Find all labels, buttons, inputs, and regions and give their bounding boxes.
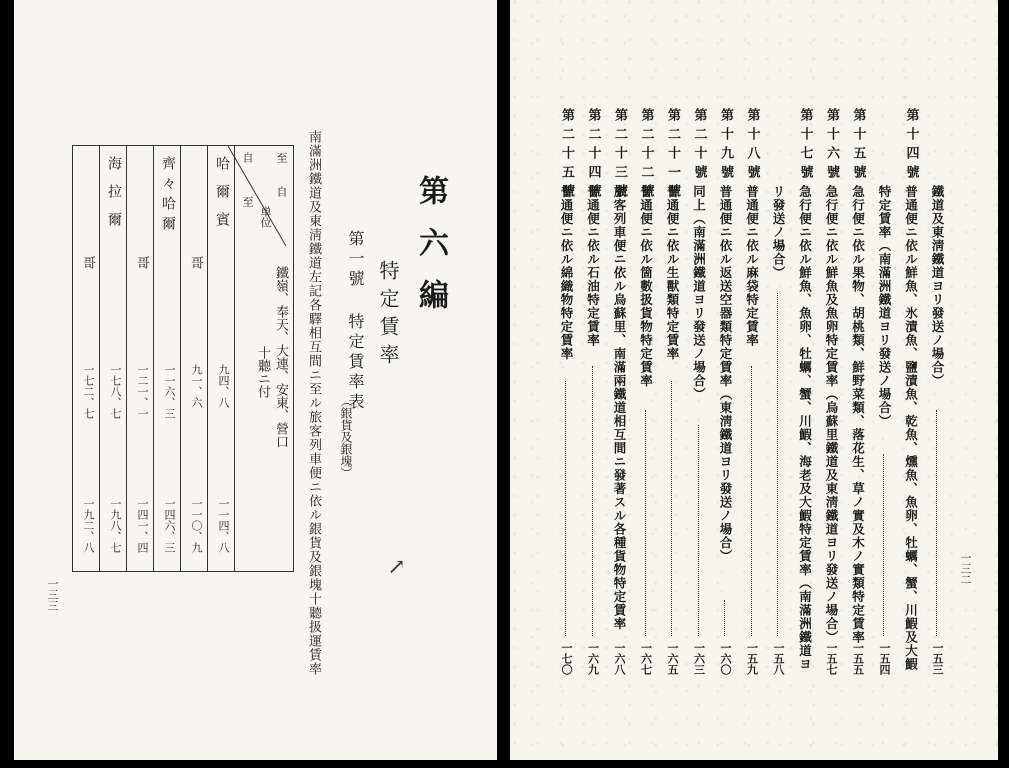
table-cell: 一七二、七 — [82, 364, 95, 419]
table-cell: 九四、八 — [217, 364, 230, 408]
toc-page-number: 一五九 — [745, 642, 759, 675]
toc-entry-text: 普通便ニ依ル綿織物特定賃率 — [559, 185, 574, 361]
subtitle-paren: （銀貨及銀塊） — [339, 395, 353, 479]
table-cell: 一一四、八 — [217, 498, 230, 553]
toc-entry-number: 第二十三號 — [612, 108, 627, 203]
table-cell: 一二一、一 — [136, 364, 149, 419]
col-tsitsihar-1 — [154, 146, 181, 572]
toc-entry-number: 第二十號 — [691, 108, 707, 184]
toc-entry-number: 第十四號 — [903, 108, 919, 184]
toc-leader-dots — [724, 600, 725, 636]
toc-leader-dots — [565, 381, 566, 636]
toc-leader-dots — [671, 381, 672, 636]
toc-entry-text: リ發送ノ場合） — [771, 185, 786, 280]
toc-entry-text: 普通便ニ依ル石油特定賃率 — [585, 185, 601, 347]
header-diagonal — [228, 146, 286, 246]
page-number-right: 一三二 — [959, 552, 972, 585]
toc-entry-number: 第十六號 — [824, 108, 839, 184]
table-cell: 一九八、七 — [109, 498, 122, 553]
toc-entry-text: 旅客列車便ニ依ル烏蘇里、南滿兩鐵道相互間ニ發著スル各種貨物特定賃率 — [612, 185, 627, 631]
toc-entry-text: 普通便ニ依ル返送空器類特定賃率（東淸鐵道ヨリ發送ノ場合） — [718, 185, 733, 563]
toc-entry-number: 第二十二號 — [638, 108, 654, 203]
table-cell: 九一、六 — [190, 364, 203, 408]
col-hailar-2 — [73, 146, 100, 572]
toc-entry-number: 第十七號 — [797, 108, 813, 184]
table-cell: 一七八、七 — [109, 364, 122, 419]
toc-entry-text: 急行便ニ依ル鮮魚及魚卵特定賃率（烏蘇里鐵道及東淸鐵道ヨリ發送ノ場合） — [824, 185, 839, 644]
toc-entry-text: 急行便ニ依ル鮮魚、魚卵、牡蠣、蟹、川鰕、海老及大鰕特定賃率（南滿洲鐵道ヨ — [797, 185, 813, 671]
toc-leader-dots — [645, 410, 646, 636]
table-cell: 一四一、四 — [136, 498, 149, 553]
toc-entry-number: 第二十五號 — [559, 108, 574, 203]
table-cell: 一一六、三 — [163, 364, 176, 419]
table-cell: 一九二、八 — [82, 498, 95, 553]
header-to2: 至 — [275, 152, 288, 163]
toc-entry-number: 第十八號 — [744, 108, 760, 184]
header-to: 至 — [241, 196, 254, 207]
toc-entry-text: 同上（南滿洲鐵道ヨリ發送ノ場合） — [691, 185, 707, 401]
right-page — [510, 0, 998, 760]
col-hailar-1 — [100, 146, 127, 572]
unit-label: 哥 — [134, 256, 149, 269]
toc-entry-number: 第二十四號 — [585, 108, 601, 203]
toc-page-number: 一七〇 — [560, 642, 573, 675]
table-cell: 一四六、三 — [163, 498, 176, 553]
intro-text: 南滿洲鐵道及東淸鐵道左記各驛相互間ニ至ル旅客列車便ニ依ル銀貨及銀塊十聽扱運賃率 — [306, 130, 321, 676]
toc-entry-number: 第十九號 — [718, 108, 733, 184]
toc-page-number: 一六七 — [639, 642, 653, 675]
toc-page-number: 一五五 — [851, 642, 865, 675]
col-harbin-2 — [181, 146, 208, 572]
toc-entry-text: 普通便ニ依ル麻袋特定賃率 — [744, 185, 760, 347]
toc-page-number: 一六八 — [613, 642, 626, 675]
toc-page-number: 一六九 — [586, 642, 600, 675]
pencil-mark: ↗ — [384, 555, 409, 580]
part-title: 第六編 — [413, 175, 448, 331]
toc-leader-dots — [751, 366, 752, 636]
toc-entry-number: 第二十一號 — [665, 108, 680, 203]
toc-entry-text: 普通便ニ依ル鮮魚、氷漬魚、鹽漬魚、乾魚、燻魚、魚卵、牡蠣、蟹、川鰕及大鰕 — [903, 185, 919, 671]
station-label: 海拉爾 — [106, 156, 122, 240]
header-from: 自 — [241, 152, 254, 163]
toc-entry-text: 鐵道及東淸鐵道ヨリ發送ノ場合） — [930, 185, 945, 388]
unit-label: 哥 — [188, 256, 203, 269]
toc-leader-dots — [592, 366, 593, 636]
toc-page-number: 一五四 — [878, 642, 891, 675]
unit-label: 哥 — [80, 256, 95, 269]
toc-entry-text: 普通便ニ依ル生獸類特定賃率 — [665, 185, 680, 361]
chapter-title: 特定賃率 — [376, 260, 400, 372]
toc-entry-text: 普通便ニ依ル箇數扱貨物特定賃率 — [638, 185, 654, 388]
subtitle: 第一號 特定賃率表 — [346, 230, 365, 413]
toc-leader-dots — [777, 293, 778, 636]
header-unit: 単位 — [259, 206, 272, 228]
toc-page-number: 一六三 — [692, 642, 706, 675]
toc-leader-dots — [698, 425, 699, 636]
toc-entry-number: 第十五號 — [850, 108, 866, 184]
station-label: 齊々哈爾 — [160, 156, 176, 236]
toc-entry-text: 急行便ニ依ル果物、胡桃類、鮮野菜類、落花生、草ノ實及木ノ實類特定賃率 — [850, 185, 866, 644]
toc-page-number: 一五八 — [772, 642, 785, 675]
col-tsitsihar-2 — [127, 146, 154, 572]
toc-leader-dots — [936, 410, 937, 636]
station-label: 哈爾賓 — [214, 156, 230, 240]
left-page — [14, 0, 497, 760]
page-number-left: 一三三 — [46, 578, 59, 611]
header-from2: 自 — [275, 186, 288, 197]
toc-page-number: 一六五 — [666, 642, 679, 675]
header-rate-unit: 十聽ニ付 — [255, 346, 270, 398]
table-cell: 一一〇、九 — [190, 498, 203, 553]
toc-page-number: 一六〇 — [719, 642, 732, 675]
toc-leader-dots — [883, 454, 884, 636]
toc-page-number: 一五三 — [931, 642, 944, 675]
toc-page-number: 一五七 — [825, 642, 838, 675]
toc-entry-text: 特定賃率（南滿洲鐵道ヨリ發送ノ場合） — [877, 185, 892, 428]
header-stations: 鐵嶺、奉天、大連、安東、營口 — [273, 266, 288, 448]
